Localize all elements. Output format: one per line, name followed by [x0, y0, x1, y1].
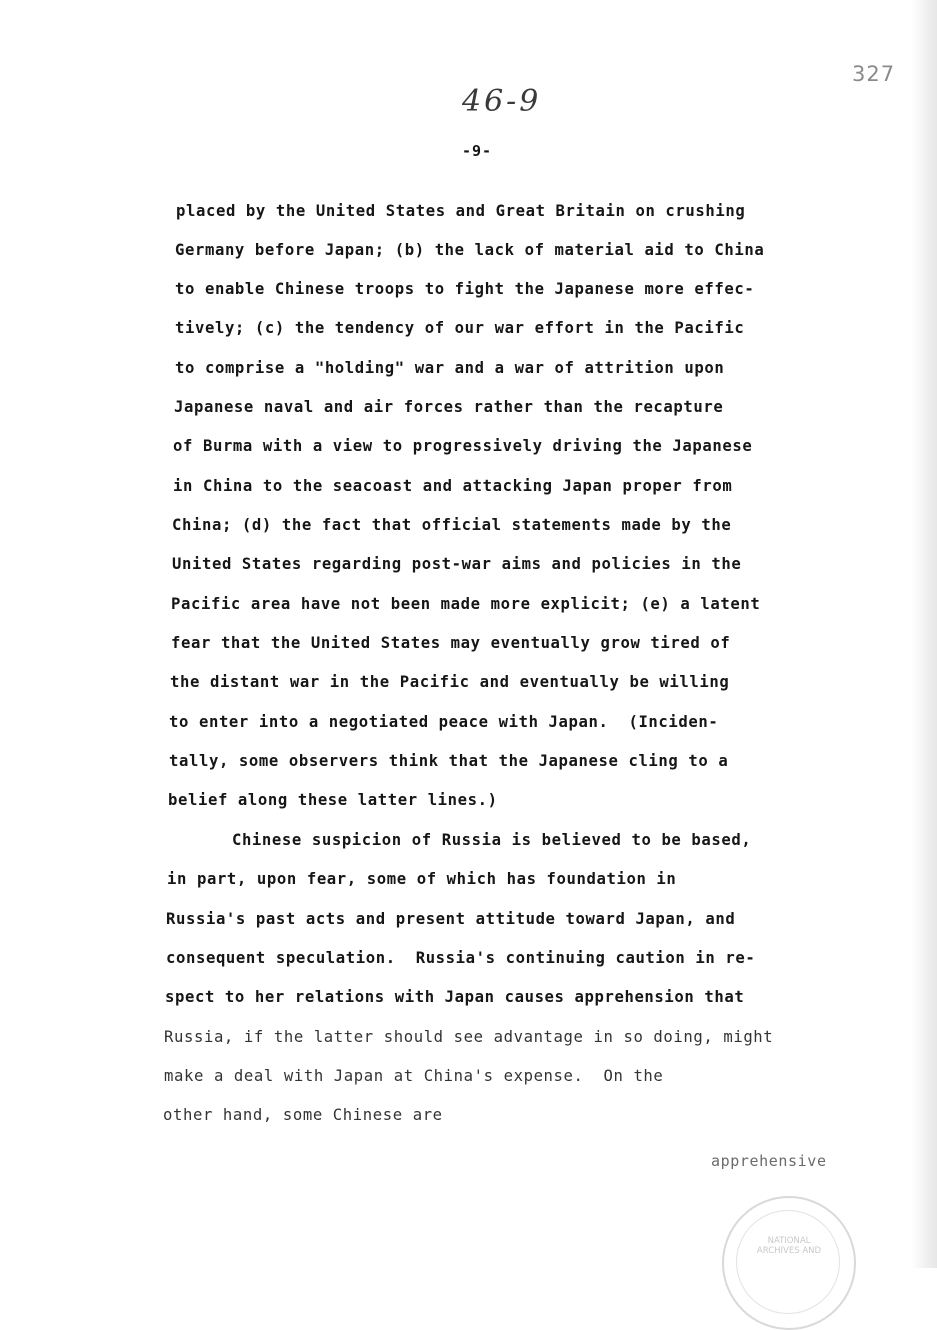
body-line: spect to her relations with Japan causes apprehension that: [165, 988, 745, 1006]
body-line: the distant war in the Pacific and eventually be willing: [170, 673, 730, 691]
body-line: tively; (c) the tendency of our war effort in the Pacific: [175, 319, 745, 337]
body-line: Russia, if the latter should see advantage in so doing, might: [164, 1028, 774, 1046]
body-line: tally, some observers think that the Japanese cling to a: [169, 752, 729, 770]
archive-seal-stamp: [722, 1196, 856, 1330]
body-line: in part, upon fear, some of which has foundation in: [167, 870, 677, 888]
archive-page-number: 327: [852, 62, 896, 86]
handwritten-notation: 46-9: [462, 84, 542, 119]
paragraph-start-line: Chinese suspicion of Russia is believed to be based,: [192, 831, 752, 849]
body-line: to enable Chinese troops to fight the Japanese more effec-: [175, 280, 755, 298]
body-line: belief along these latter lines.): [168, 791, 498, 809]
body-line: Germany before Japan; (b) the lack of material aid to China: [175, 241, 765, 259]
page-number: -9-: [462, 142, 493, 160]
body-line: to enter into a negotiated peace with Japan. (Inciden-: [169, 713, 719, 731]
body-line: to comprise a "holding" war and a war of attrition upon: [175, 359, 725, 377]
body-line: Japanese naval and air forces rather than the recapture: [174, 398, 724, 416]
page-edge-shadow: [911, 0, 937, 1268]
body-line: United States regarding post-war aims and policies in the: [172, 555, 742, 573]
body-line: in China to the seacoast and attacking Japan proper from: [173, 477, 733, 495]
body-line: make a deal with Japan at China's expense. On the: [164, 1067, 664, 1085]
archive-seal-text: NATIONAL ARCHIVES AND: [756, 1236, 822, 1256]
body-line: of Burma with a view to progressively driving the Japanese: [173, 437, 753, 455]
body-line: fear that the United States may eventually grow tired of: [171, 634, 731, 652]
catchword: apprehensive: [711, 1152, 827, 1170]
body-line: placed by the United States and Great Britain on crushing: [176, 202, 746, 220]
body-line: Pacific area have not been made more explicit; (e) a latent: [171, 595, 761, 613]
body-line: other hand, some Chinese are: [163, 1106, 443, 1124]
body-line: Russia's past acts and present attitude toward Japan, and: [166, 910, 736, 928]
archive-seal-inner-ring: [736, 1210, 840, 1314]
body-line: China; (d) the fact that official statements made by the: [172, 516, 732, 534]
body-line: consequent speculation. Russia's continuing caution in re-: [166, 949, 756, 967]
